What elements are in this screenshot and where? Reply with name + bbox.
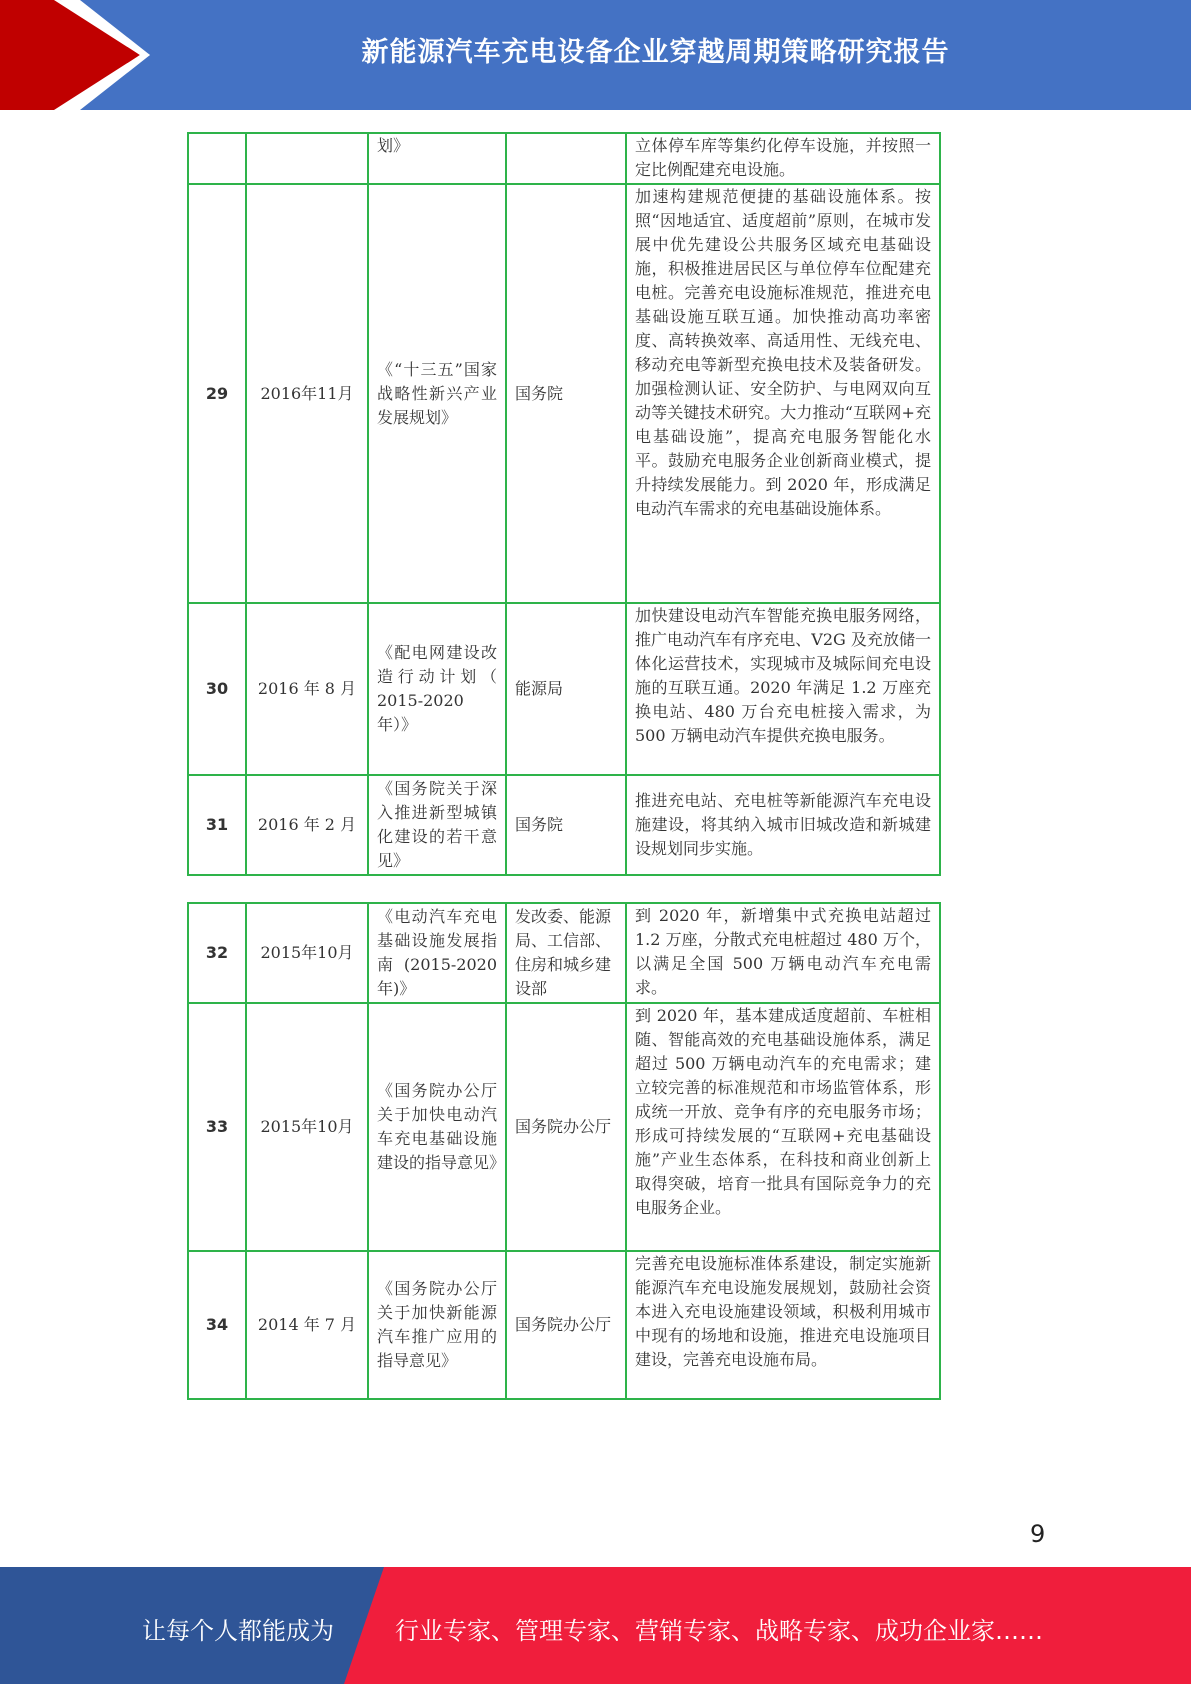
table-row xyxy=(188,1251,940,1399)
policy-table-1 xyxy=(187,132,941,876)
row-number: 31 xyxy=(188,775,246,875)
row-number: 34 xyxy=(188,1251,246,1399)
row-document: 《“十三五”国家战略性新兴产业发展规划》 xyxy=(368,184,506,603)
row-date: 2016 年 2 月 xyxy=(246,775,368,875)
row-content: 推进充电站、充电桩等新能源汽车充电设施建设，将其纳入城市旧城改造和新城建设规划同步实施。 xyxy=(626,775,940,875)
row-department: 国务院办公厅 xyxy=(506,1003,626,1251)
row-department: 发改委、能源局、工信部、住房和城乡建设部 xyxy=(506,903,626,1003)
row-content: 加快建设电动汽车智能充换电服务网络，推广电动汽车有序充电、V2G 及充放储一体化运营技术，实现城市及城际间充电设施的互联互通。2020 年满足 1.2 万座充换电站、480 万台充电桩接入需求，为 500 万辆电动汽车提供充换电服务。 xyxy=(626,603,940,775)
row-department: 能源局 xyxy=(506,603,626,775)
header-arrow-icon xyxy=(0,0,160,110)
table-row xyxy=(188,1003,940,1251)
page-number: 9 xyxy=(1030,1520,1046,1548)
row-date: 2016 年 8 月 xyxy=(246,603,368,775)
policy-table-2 xyxy=(187,902,941,1400)
row-department: 国务院 xyxy=(506,775,626,875)
row-date xyxy=(246,133,368,184)
row-content: 到 2020 年，新增集中式充换电站超过 1.2 万座，分散式充电桩超过 480 万个，以满足全国 500 万辆电动汽车充电需求。 xyxy=(626,903,940,1003)
row-document: 《国务院办公厅关于加快新能源汽车推广应用的指导意见》 xyxy=(368,1251,506,1399)
row-number: 30 xyxy=(188,603,246,775)
row-number: 32 xyxy=(188,903,246,1003)
footer-slogan-left: 让每个人都能成为 xyxy=(142,1617,334,1645)
row-number: 29 xyxy=(188,184,246,603)
row-date: 2015年10月 xyxy=(246,1003,368,1251)
row-content: 加速构建规范便捷的基础设施体系。按照“因地适宜、适度超前”原则，在城市发展中优先建设公共服务区域充电基础设施，积极推进居民区与单位停车位配建充电桩。完善充电设施标准规范，推进充电基础设施互联互通。加快推动高功率密度、高转换效率、高适用性、无线充电、移动充电等新型充换电技术及装备研发。加强检测认证、安全防护、与电网双向互动等关键技术研究。大力推动“互联网+充电基础设施”，提高充电服务智能化水平。鼓励充电服务企业创新商业模式，提升持续发展能力。到 2020 年，形成满足电动汽车需求的充电基础设施体系。 xyxy=(626,184,940,603)
table-row xyxy=(188,603,940,775)
row-document: 《电动汽车充电基础设施发展指南(2015-2020 年)》 xyxy=(368,903,506,1003)
row-document: 《配电网建设改造行动计划（ 2015-2020 年）》 xyxy=(368,603,506,775)
row-department xyxy=(506,133,626,184)
table-row xyxy=(188,775,940,875)
footer-slogan-right: 行业专家、管理专家、营销专家、战略专家、成功企业家…… xyxy=(395,1617,1043,1645)
row-department: 国务院办公厅 xyxy=(506,1251,626,1399)
row-content: 完善充电设施标准体系建设，制定实施新能源汽车充电设施发展规划，鼓励社会资本进入充电设施建设领域，积极利用城市中现有的场地和设施，推进充电设施项目建设，完善充电设施布局。 xyxy=(626,1251,940,1399)
row-number xyxy=(188,133,246,184)
table-row xyxy=(188,133,940,184)
page-header xyxy=(0,0,1191,110)
row-number: 33 xyxy=(188,1003,246,1251)
row-document: 划》 xyxy=(368,133,506,184)
row-content: 到 2020 年，基本建成适度超前、车桩相随、智能高效的充电基础设施体系，满足超过 500 万辆电动汽车的充电需求；建立较完善的标准规范和市场监管体系，形成统一开放、竞争有序的充电服务市场；形成可持续发展的“互联网+充电基础设施”产业生态体系，在科技和商业创新上取得突破，培育一批具有国际竞争力的充电服务企业。 xyxy=(626,1003,940,1251)
row-document: 《国务院办公厅关于加快电动汽车充电基础设施建设的指导意见》 xyxy=(368,1003,506,1251)
row-date: 2014 年 7 月 xyxy=(246,1251,368,1399)
row-date: 2015年10月 xyxy=(246,903,368,1003)
table-row xyxy=(188,903,940,1003)
row-document: 《国务院关于深入推进新型城镇化建设的若干意见》 xyxy=(368,775,506,875)
row-content: 立体停车库等集约化停车设施，并按照一定比例配建充电设施。 xyxy=(626,133,940,184)
page-title: 新能源汽车充电设备企业穿越周期策略研究报告 xyxy=(361,37,950,68)
table-row xyxy=(188,184,940,603)
page-footer xyxy=(0,1567,1191,1684)
row-date: 2016年11月 xyxy=(246,184,368,603)
row-department: 国务院 xyxy=(506,184,626,603)
